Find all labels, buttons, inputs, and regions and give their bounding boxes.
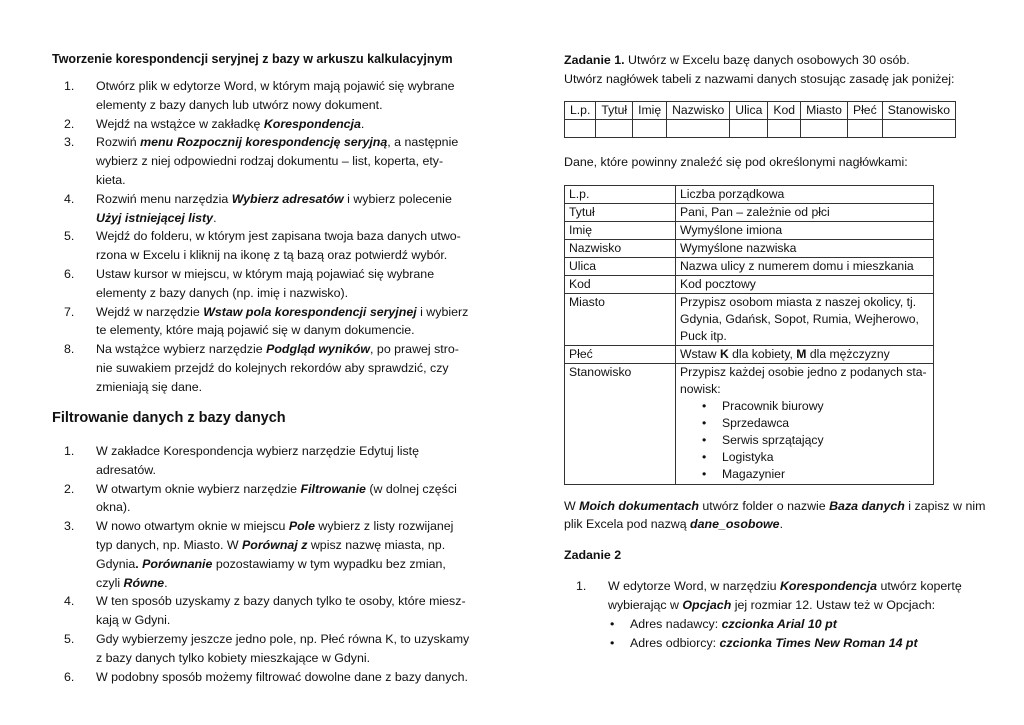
table-row — [565, 120, 956, 138]
header-cell: Stanowisko — [882, 102, 955, 120]
table-row: Kod Kod pocztowy — [565, 276, 934, 294]
list-item: 6. W podobny sposób możemy filtrować dowolne dane z bazy danych. — [64, 669, 468, 684]
data-intro: Dane, które powinny znaleźć się pod określonymi nagłówkami: — [564, 155, 908, 169]
table-row: Miasto Przypisz osobom miasta z naszej okolicy, tj. Gdynia, Gdańsk, Sopot, Rumia, Wejherowo, Puck itp. — [565, 294, 934, 346]
data-description-table — [564, 185, 934, 485]
list-item: • Logistyka — [680, 449, 929, 466]
list-item: 8. Na wstążce wybierz narzędzie Podgląd wyników, po prawej stro- nie suwakiem przejdź do kolejnych rekordów aby sprawdzić, czy zmieniają się dane. — [64, 342, 459, 394]
task2-step1-cont: wybierając w Opcjach jej rozmiar 12. Ustaw też w Opcjach: — [608, 598, 936, 612]
list-item: 1. W zakładce Korespondencja wybierz narzędzie Edytuj listę adresatów. — [64, 444, 420, 477]
empty-cell — [801, 120, 848, 138]
list-item: 1. Otwórz plik w edytorze Word, w którym mają pojawić się wybrane elementy z bazy danych lub utwórz nowy dokument. — [64, 79, 455, 112]
list-item: • Magazynier — [680, 466, 929, 483]
table-row: Stanowisko Przypisz każdej osobie jedno z podanych sta- nowisk: • Pracownik biurowy • Sprzedawca • Serwis sprzątający • Logistyka • Magazynier — [565, 364, 934, 485]
list-item: • Adres odbiorcy: czcionka Times New Roman 14 pt — [564, 634, 918, 653]
empty-cell — [847, 120, 882, 138]
header-cell: Kod — [768, 102, 801, 120]
task2-step1: 1. W edytorze Word, w narzędziu Korespondencja utwórz kopertę — [576, 579, 962, 593]
list-item: • Adres nadawcy: czcionka Arial 10 pt — [564, 615, 918, 634]
empty-cell — [667, 120, 730, 138]
task1-line2: Utwórz nagłówek tabeli z nazwami danych stosując zasadę jak poniżej: — [564, 72, 955, 86]
header-cell: L.p. — [565, 102, 596, 120]
mail-merge-title: Tworzenie korespondencji seryjnej z bazy w arkuszu kalkulacyjnym — [52, 52, 453, 66]
list-item: • Sprzedawca — [680, 415, 929, 432]
task2-bullets — [564, 615, 918, 653]
task2-label: Zadanie 2 — [564, 548, 622, 562]
empty-cell — [882, 120, 955, 138]
list-item: 3. W nowo otwartym oknie w miejscu Pole wybierz z listy rozwijanej typ danych, np. Miasto. W Porównaj z wpisz nazwę miasta, np. Gdynia. Porównanie pozostawiamy w tym wypadku bez zmian, czyli Równe. — [64, 519, 454, 590]
list-item: 7. Wejdź w narzędzie Wstaw pola korespondencji seryjnej i wybierz te elementy, które mają pojawić się w danym dokumencie. — [64, 304, 469, 338]
table-row — [565, 102, 956, 120]
table-row: L.p. Liczba porządkowa — [565, 186, 934, 204]
header-cell: Płeć — [847, 102, 882, 120]
list-item: 5. Wejdź do folderu, w którym jest zapisana twoja baza danych utwo- rzona w Excelu i kliknij na ikonę z tą bazą oraz potwierdź wybór. — [64, 229, 461, 263]
table-row: Płeć Wstaw K dla kobiety, M dla mężczyzny — [565, 346, 934, 364]
header-cell: Tytuł — [596, 102, 633, 120]
positions-list — [680, 398, 929, 483]
list-item: 2. W otwartym oknie wybierz narzędzie Filtrowanie (w dolnej części okna). — [64, 481, 457, 515]
list-item: 2. Wejdź na wstążce w zakładkę Korespondencja. — [64, 116, 365, 131]
empty-cell — [633, 120, 667, 138]
list-item: • Serwis sprzątający — [680, 432, 929, 449]
header-table — [564, 101, 956, 138]
docs-line1: W Moich dokumentach utwórz folder o nazwie Baza danych i zapisz w nim — [564, 499, 986, 513]
list-item: 4. W ten sposób uzyskamy z bazy danych tylko te osoby, które miesz- kają w Gdyni. — [64, 594, 466, 628]
mail-merge-steps — [52, 77, 472, 397]
list-item: 4. Rozwiń menu narzędzia Wybierz adresatów i wybierz polecenie Użyj istniejącej listy. — [64, 191, 452, 225]
table-row: Tytuł Pani, Pan – zależnie od płci — [565, 204, 934, 222]
empty-cell — [768, 120, 801, 138]
list-item: 3. Rozwiń menu Rozpocznij korespondencję seryjną, a następnie wybierz z niej odpowiedni rodzaj dokumentu – list, koperta, ety- kieta. — [64, 135, 459, 187]
empty-cell — [565, 120, 596, 138]
docs-line2: plik Excela pod nazwą dane_osobowe. — [564, 517, 784, 531]
header-cell: Miasto — [801, 102, 848, 120]
table-row: Nazwisko Wymyślone nazwiska — [565, 240, 934, 258]
header-cell: Ulica — [730, 102, 768, 120]
filter-title: Filtrowanie danych z bazy danych — [52, 410, 286, 426]
list-item: 6. Ustaw kursor w miejscu, w którym mają pojawiać się wybrane elementy z bazy danych (np. imię i nazwisko). — [64, 266, 435, 300]
filter-steps — [52, 442, 472, 686]
header-cell: Nazwisko — [667, 102, 730, 120]
table-row: Ulica Nazwa ulicy z numerem domu i mieszkania — [565, 258, 934, 276]
table-row: Imię Wymyślone imiona — [565, 222, 934, 240]
task1-line1: Zadanie 1. Utwórz w Excelu bazę danych osobowych 30 osób. — [564, 53, 910, 67]
empty-cell — [596, 120, 633, 138]
empty-cell — [730, 120, 768, 138]
list-item: 5. Gdy wybierzemy jeszcze jedno pole, np. Płeć równa K, to uzyskamy z bazy danych tylko kobiety mieszkające w Gdyni. — [64, 631, 470, 665]
header-cell: Imię — [633, 102, 667, 120]
list-item: • Pracownik biurowy — [680, 398, 929, 415]
